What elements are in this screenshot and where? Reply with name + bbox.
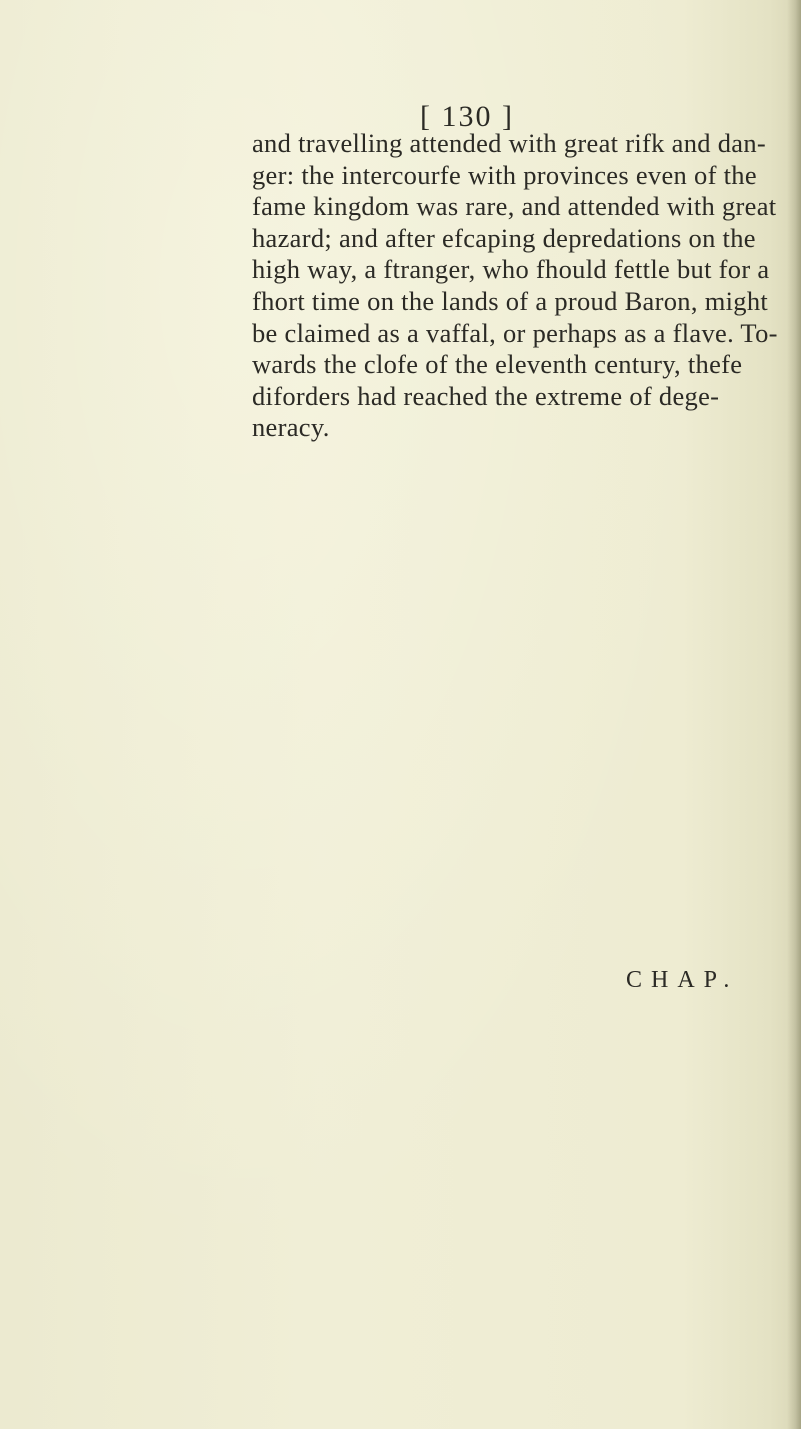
text-line-3: fame kingdom was rare, and attended with great [252,191,777,222]
text-line-6: fhort time on the lands of a proud Baron, might [252,285,769,316]
text-line-4: hazard; and after efcaping depredations on the [252,222,756,253]
text-line-10: neracy. [252,412,330,443]
text-line-5: high way, a ftranger, who fhould fettle but for a [252,254,770,285]
text-line-9: diforders had reached the extreme of dege- [252,380,720,411]
page-number-header: [ 130 ] [420,100,514,133]
text-line-8: wards the clofe of the eleventh century, thefe [252,349,743,380]
text-line-2: ger: the intercourfe with provinces even of the [252,159,757,190]
body-paragraph [252,128,801,444]
catchword: CHAP. [626,967,739,993]
text-line-1: and travelling attended with great rifk and dan- [252,128,767,158]
text-line-7: be claimed as a vaffal, or perhaps as a flave. To- [252,317,778,348]
